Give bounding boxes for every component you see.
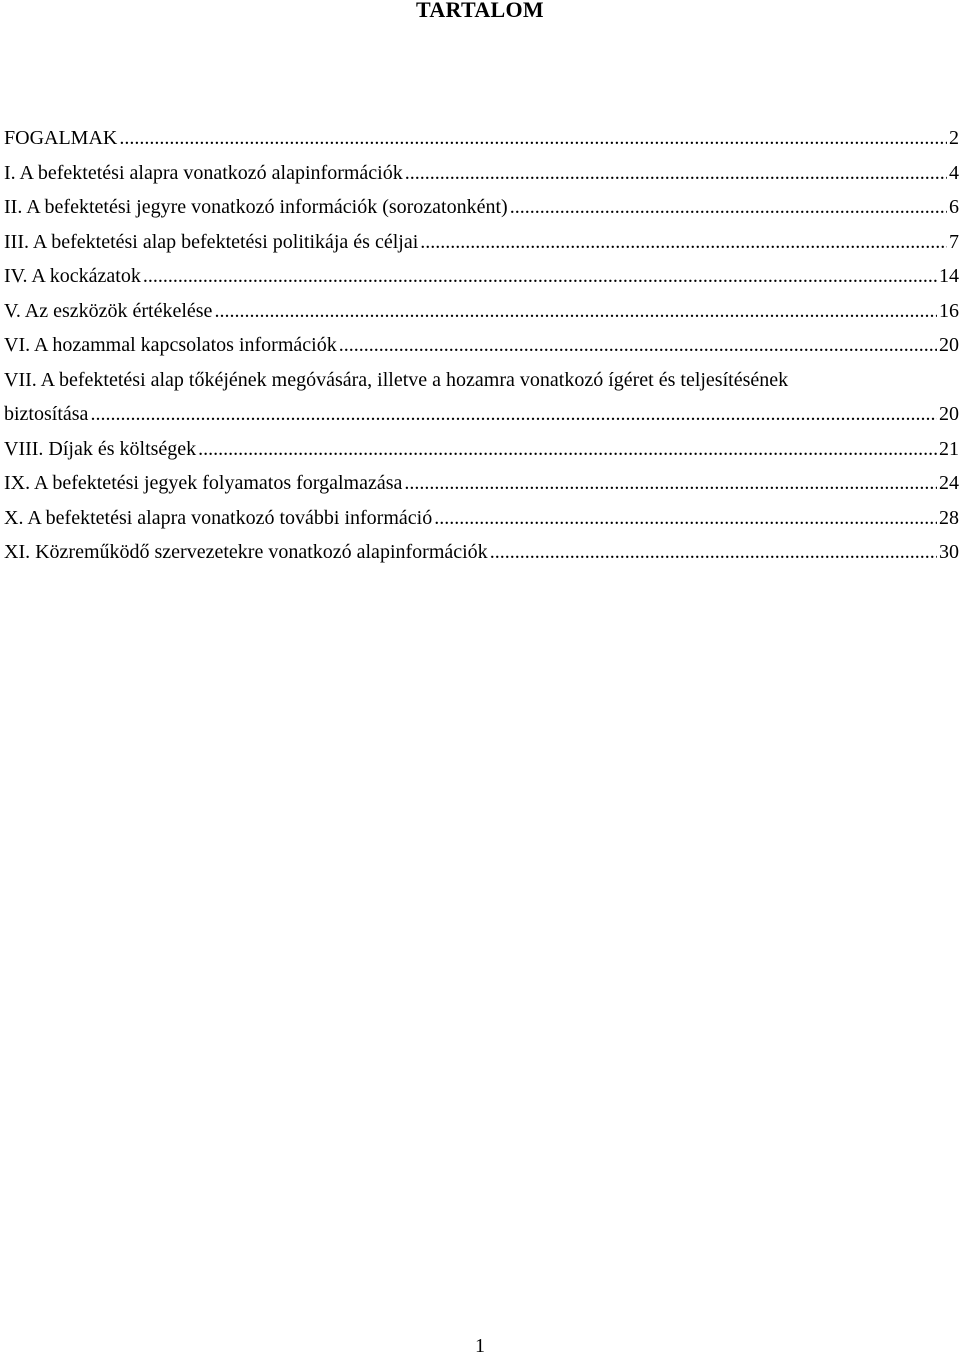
toc-entry-iii[interactable] bbox=[4, 230, 959, 254]
toc-entry-label: V. Az eszközök értékelése bbox=[4, 299, 213, 322]
toc-entry-label: III. A befektetési alap befektetési politikája és céljai bbox=[4, 230, 419, 253]
toc-entry-page: 20 bbox=[939, 403, 959, 425]
toc-dot-leader bbox=[90, 402, 937, 426]
toc-entry-xi[interactable] bbox=[4, 540, 959, 564]
toc-entry-label: FOGALMAK bbox=[4, 127, 118, 149]
toc-dot-leader bbox=[214, 299, 937, 323]
toc-entry-vi[interactable] bbox=[4, 333, 959, 357]
toc-entry-v[interactable] bbox=[4, 299, 959, 323]
toc-dot-leader bbox=[510, 195, 947, 219]
toc-entry-vii[interactable] bbox=[4, 368, 959, 427]
toc-dot-leader bbox=[198, 437, 937, 461]
toc-dot-leader bbox=[405, 161, 947, 185]
toc-dot-leader bbox=[490, 540, 937, 564]
toc-entry-label: VIII. Díjak és költségek bbox=[4, 437, 197, 460]
toc-dot-leader bbox=[434, 506, 937, 530]
toc-entry-x[interactable] bbox=[4, 506, 959, 530]
toc-entry-label: VI. A hozammal kapcsolatos információk bbox=[4, 334, 337, 356]
toc-entry-iv[interactable] bbox=[4, 264, 959, 288]
toc-entry-label: XI. Közreműködő szervezetekre vonatkozó alapinformációk bbox=[4, 541, 488, 563]
page-title: TARTALOM bbox=[416, 0, 544, 22]
toc-entry-label: IX. A befektetési jegyek folyamatos forgalmazása bbox=[4, 472, 403, 494]
toc-dot-leader bbox=[119, 126, 947, 150]
toc-dot-leader bbox=[404, 471, 937, 495]
toc-entry-page: 16 bbox=[939, 299, 959, 322]
toc-entry-page: 30 bbox=[939, 541, 959, 563]
toc-entry-page: 24 bbox=[939, 472, 959, 494]
toc-entry-label: I. A befektetési alapra vonatkozó alapinformációk bbox=[4, 161, 403, 184]
toc-entry-label: biztosítása bbox=[4, 403, 89, 425]
toc-entry-page: 21 bbox=[939, 437, 959, 460]
toc-entry-label: II. A befektetési jegyre vonatkozó információk (sorozatonként) bbox=[4, 196, 508, 218]
toc-entry-ix[interactable] bbox=[4, 471, 959, 495]
toc-entry-label-first-line: VII. A befektetési alap tőkéjének megóvására, illetve a hozamra vonatkozó ígéret és teljesítésének bbox=[4, 368, 789, 391]
toc-entry-page: 28 bbox=[939, 506, 959, 529]
toc-entry-page: 7 bbox=[949, 230, 959, 253]
toc-entry-page: 6 bbox=[949, 196, 959, 218]
toc-entry-fogalmak[interactable] bbox=[4, 126, 959, 150]
toc-dot-leader bbox=[143, 264, 937, 288]
toc-dot-leader bbox=[420, 230, 947, 254]
toc-entry-label: X. A befektetési alapra vonatkozó további információ bbox=[4, 506, 433, 529]
table-of-contents bbox=[4, 126, 959, 575]
toc-dot-leader bbox=[339, 333, 937, 357]
toc-entry-page: 20 bbox=[939, 334, 959, 356]
toc-entry-page: 14 bbox=[939, 265, 959, 287]
toc-entry-page: 4 bbox=[949, 161, 959, 184]
toc-entry-viii[interactable] bbox=[4, 437, 959, 461]
toc-entry-i[interactable] bbox=[4, 161, 959, 185]
toc-entry-label: IV. A kockázatok bbox=[4, 265, 141, 287]
page-number: 1 bbox=[475, 1335, 485, 1357]
toc-entry-page: 2 bbox=[949, 127, 959, 149]
toc-entry-ii[interactable] bbox=[4, 195, 959, 219]
